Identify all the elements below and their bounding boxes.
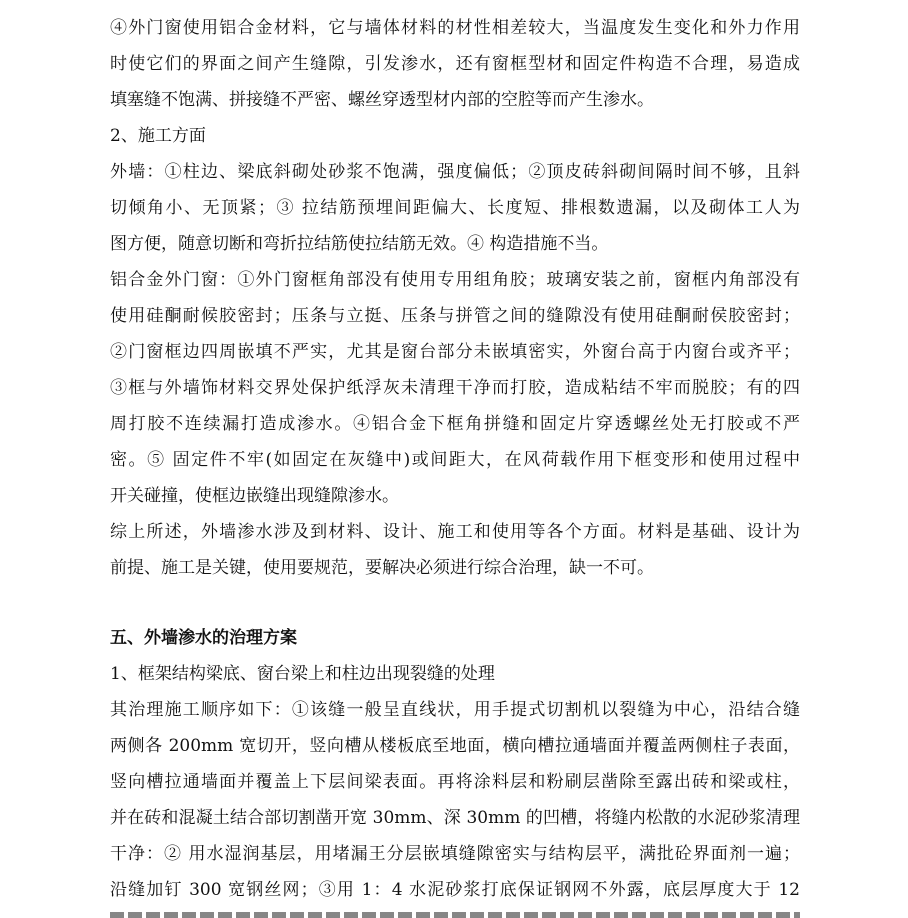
paragraph-line: 图方便，随意切断和弯折拉结筋使拉结筋无效。④ 构造措施不当。 [110, 234, 609, 254]
section-subheading: 2、施工方面 [110, 126, 206, 146]
paragraph-line: 干净：② 用水湿润基层，用堵漏王分层嵌填缝隙密实与结构层平，满批砼界面剂一遍； [110, 844, 800, 864]
paragraph-line: 填塞缝不饱满、拼接缝不严密、螺丝穿透型材内部的空腔等而产生渗水。 [110, 90, 654, 110]
paragraph-line: 沿缝加钉 300 宽钢丝网；③用 1：4 水泥砂浆打底保证钢网不外露，底层厚度大于 12 [110, 880, 800, 900]
paragraph-line: 切倾角小、无顶紧；③ 拉结筋预埋间距偏大、长度短、排根数遗漏，以及砌体工人为 [110, 198, 800, 218]
paragraph-line: ②门窗框边四周嵌填不严实，尤其是窗台部分未嵌填密实，外窗台高于内窗台或齐平； [110, 342, 800, 362]
paragraph-line: 开关碰撞，使框边嵌缝出现缝隙渗水。 [110, 486, 399, 506]
cut-off-text-line [110, 912, 800, 918]
paragraph-line: ④外门窗使用铝合金材料，它与墙体材料的材性相差较大，当温度发生变化和外力作用 [110, 18, 800, 38]
section-heading: 五、外墙渗水的治理方案 [110, 628, 297, 648]
paragraph-line: 密。⑤ 固定件不牢(如固定在灰缝中)或间距大，在风荷载作用下框变形和使用过程中 [110, 450, 800, 470]
paragraph-line: 时使它们的界面之间产生缝隙，引发渗水，还有窗框型材和固定件构造不合理，易造成 [110, 54, 800, 74]
paragraph-line: 铝合金外门窗：①外门窗框角部没有使用专用组角胶；玻璃安装之前，窗框内角部没有 [110, 270, 800, 290]
paragraph-line: 周打胶不连续漏打造成渗水。④铝合金下框角拼缝和固定片穿透螺丝处无打胶或不严 [110, 414, 800, 434]
paragraph-line: 两侧各 200mm 宽切开，竖向槽从楼板底至地面，横向槽拉通墙面并覆盖两侧柱子表面， [110, 736, 800, 756]
paragraph-line: ③框与外墙饰材料交界处保护纸浮灰未清理干净而打胶，造成粘结不牢而脱胶；有的四 [110, 378, 800, 398]
paragraph-line: 使用硅酮耐候胶密封；压条与立挺、压条与拼管之间的缝隙没有使用硅酮耐侯胶密封； [110, 306, 800, 326]
paragraph-line: 并在砖和混凝土结合部切割凿开宽 30mm、深 30mm 的凹槽，将缝内松散的水泥砂浆清理 [110, 808, 800, 828]
paragraph-line: 综上所述，外墙渗水涉及到材料、设计、施工和使用等各个方面。材料是基础、设计为 [110, 522, 800, 542]
paragraph-line: 其治理施工顺序如下：①该缝一般呈直线状，用手提式切割机以裂缝为中心，沿结合缝 [110, 700, 800, 720]
paragraph-line: 前提、施工是关键，使用要规范，要解决必须进行综合治理，缺一不可。 [110, 558, 654, 578]
paragraph-line: 竖向槽拉通墙面并覆盖上下层间梁表面。再将涂料层和粉刷层凿除至露出砖和梁或柱， [110, 772, 800, 792]
section-subheading: 1、框架结构梁底、窗台梁上和柱边出现裂缝的处理 [110, 664, 495, 684]
paragraph-line: 外墙：①柱边、梁底斜砌处砂浆不饱满，强度偏低；②顶皮砖斜砌间隔时间不够，且斜 [110, 162, 800, 182]
